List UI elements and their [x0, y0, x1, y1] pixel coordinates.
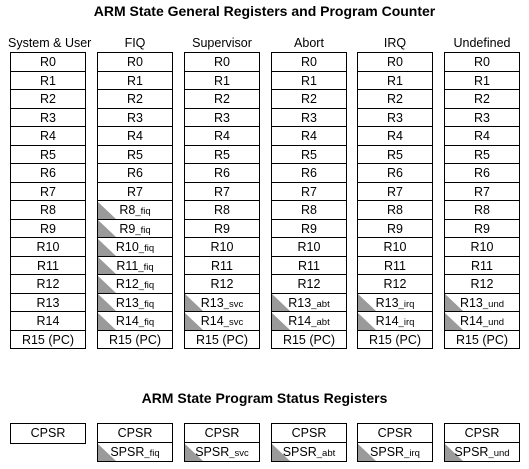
banked-marker-icon — [358, 294, 376, 311]
register-cell — [11, 201, 85, 220]
register-cell — [445, 201, 519, 220]
register-label: R0 — [40, 55, 56, 69]
register-label: R10_fiq — [115, 240, 155, 254]
register-cell — [11, 109, 85, 128]
mode-header: Supervisor — [192, 36, 252, 50]
register-cell — [445, 275, 519, 294]
register-label: R2 — [387, 92, 403, 106]
register-label: R12 — [210, 277, 234, 291]
register-label: R10 — [297, 240, 321, 254]
psr-label: CPSR — [204, 426, 240, 440]
register-cell — [185, 90, 259, 109]
register-label: R4 — [127, 129, 143, 143]
register-cell — [445, 164, 519, 183]
register-cell — [11, 331, 85, 350]
register-label: R5 — [474, 147, 490, 162]
register-label: R11 — [210, 258, 233, 273]
status-registers-title: ARM State Program Status Registers — [141, 390, 388, 406]
register-label: R6 — [214, 166, 230, 180]
psr-label: SPSR_fiq — [110, 444, 160, 459]
register-cell — [11, 53, 85, 72]
register-cell — [98, 164, 172, 183]
register-cell — [98, 90, 172, 109]
register-label: R0 — [127, 55, 143, 69]
banked-marker-icon — [98, 202, 116, 219]
register-label: R11 — [297, 258, 320, 273]
banked-marker-icon — [98, 257, 116, 274]
register-label: R12 — [36, 277, 60, 291]
register-label: R14_und — [459, 314, 505, 328]
psr-label: CPSR — [117, 426, 153, 440]
register-label: R3 — [127, 110, 143, 125]
register-cell — [98, 331, 172, 350]
register-label: R15 (PC) — [455, 332, 509, 347]
register-cell — [11, 312, 85, 331]
register-suffix: _fiq — [135, 224, 151, 236]
register-label: R3 — [214, 110, 230, 125]
register-cell — [11, 127, 85, 146]
register-cell — [272, 90, 346, 109]
psr-label: CPSR — [30, 426, 66, 440]
register-cell — [11, 164, 85, 183]
register-cell — [185, 312, 259, 331]
register-label: R6 — [474, 166, 490, 180]
register-label: R1 — [40, 73, 56, 88]
register-cell — [272, 183, 346, 202]
register-cell — [11, 294, 85, 313]
register-label: R0 — [214, 55, 230, 69]
register-label: R1 — [127, 73, 143, 88]
register-cell — [445, 109, 519, 128]
register-cell — [11, 238, 85, 257]
register-cell — [11, 275, 85, 294]
register-cell — [185, 331, 259, 350]
register-cell — [358, 72, 432, 91]
register-column — [184, 52, 260, 349]
register-cell — [358, 257, 432, 276]
register-suffix: _fiq — [138, 317, 155, 328]
register-cell — [445, 294, 519, 313]
register-label: R9 — [474, 221, 490, 236]
register-label: R7 — [214, 184, 230, 199]
banked-marker-icon — [358, 313, 376, 330]
register-label: R3 — [40, 110, 56, 125]
psr-cell — [98, 443, 172, 462]
register-cell — [358, 294, 432, 313]
register-cell — [445, 90, 519, 109]
register-cell — [445, 127, 519, 146]
register-suffix: _abt — [311, 317, 330, 328]
register-label: R14_fiq — [115, 314, 155, 328]
psr-label: SPSR_svc — [195, 444, 249, 459]
register-cell — [358, 164, 432, 183]
register-cell — [272, 257, 346, 276]
register-cell — [358, 331, 432, 350]
register-label: R2 — [127, 92, 143, 106]
mode-header: System & User — [8, 36, 92, 50]
register-label: R11 — [383, 258, 406, 273]
psr-cell — [272, 424, 346, 443]
register-label: R11 — [36, 258, 59, 273]
register-cell — [185, 275, 259, 294]
register-label: R10 — [383, 240, 407, 254]
register-label: R13_und — [459, 295, 505, 310]
register-cell — [272, 72, 346, 91]
psr-cell — [98, 424, 172, 443]
psr-column — [271, 423, 347, 462]
register-cell — [98, 275, 172, 294]
register-label: R6 — [40, 166, 56, 180]
register-label: R2 — [214, 92, 230, 106]
register-label: R4 — [301, 129, 317, 143]
register-label: R15 (PC) — [195, 332, 249, 347]
psr-suffix: _fiq — [144, 447, 160, 459]
register-label: R7 — [474, 184, 490, 199]
register-cell — [185, 146, 259, 165]
banked-marker-icon — [98, 276, 116, 293]
register-label: R12 — [470, 277, 494, 291]
register-cell — [98, 312, 172, 331]
mode-header: Abort — [294, 36, 324, 50]
register-label: R1 — [214, 73, 230, 88]
psr-suffix: _abt — [316, 447, 336, 459]
psr-cell — [185, 424, 259, 443]
psr-label: SPSR_abt — [282, 444, 336, 459]
register-suffix: _und — [482, 317, 505, 328]
register-cell — [185, 109, 259, 128]
register-label: R8 — [301, 203, 317, 217]
register-cell — [445, 257, 519, 276]
register-cell — [272, 312, 346, 331]
register-label: R6 — [301, 166, 317, 180]
register-cell — [185, 127, 259, 146]
register-cell — [98, 146, 172, 165]
register-cell — [272, 127, 346, 146]
register-label: R8 — [214, 203, 230, 217]
register-label: R1 — [474, 73, 490, 88]
psr-cell — [185, 443, 259, 462]
psr-label: CPSR — [377, 426, 413, 440]
register-cell — [272, 331, 346, 350]
register-cell — [358, 183, 432, 202]
register-cell — [358, 275, 432, 294]
register-label: R8_fiq — [119, 203, 151, 217]
register-label: R7 — [127, 184, 143, 199]
psr-cell — [358, 443, 432, 462]
register-cell — [185, 294, 259, 313]
register-suffix: _fiq — [138, 298, 155, 310]
register-label: R1 — [387, 73, 403, 88]
register-label: R9 — [301, 221, 317, 236]
register-cell — [272, 164, 346, 183]
register-cell — [445, 238, 519, 257]
register-label: R5 — [127, 147, 143, 162]
register-cell — [98, 201, 172, 220]
register-label: R8 — [40, 203, 56, 217]
register-cell — [272, 146, 346, 165]
psr-column — [184, 423, 260, 462]
register-label: R11 — [470, 258, 493, 273]
register-label: R9 — [214, 221, 230, 236]
psr-column — [10, 423, 86, 444]
register-label: R2 — [40, 92, 56, 106]
register-label: R7 — [301, 184, 317, 199]
register-cell — [358, 201, 432, 220]
register-label: R14 — [36, 314, 60, 328]
register-column — [271, 52, 347, 349]
register-cell — [272, 275, 346, 294]
register-cell — [185, 220, 259, 239]
register-suffix: _irq — [398, 317, 415, 328]
register-cell — [11, 90, 85, 109]
psr-suffix: _irq — [404, 447, 420, 459]
psr-label: CPSR — [291, 426, 327, 440]
psr-suffix: _svc — [229, 447, 249, 459]
register-label: R4 — [214, 129, 230, 143]
register-cell — [11, 72, 85, 91]
register-suffix: _fiq — [135, 206, 151, 217]
register-suffix: _abt — [311, 298, 330, 310]
register-cell — [11, 220, 85, 239]
register-cell — [445, 331, 519, 350]
register-label: R0 — [387, 55, 403, 69]
register-label: R3 — [301, 110, 317, 125]
register-label: R1 — [301, 73, 317, 88]
register-label: R2 — [301, 92, 317, 106]
register-cell — [185, 72, 259, 91]
register-cell — [98, 183, 172, 202]
register-label: R2 — [474, 92, 490, 106]
psr-suffix: _und — [488, 447, 510, 459]
register-label: R7 — [387, 184, 403, 199]
register-cell — [185, 53, 259, 72]
register-cell — [11, 257, 85, 276]
register-label: R5 — [40, 147, 56, 162]
psr-cell — [445, 443, 519, 462]
register-label: R0 — [474, 55, 490, 69]
register-cell — [358, 146, 432, 165]
register-cell — [98, 257, 172, 276]
banked-marker-icon — [98, 239, 116, 256]
register-cell — [445, 183, 519, 202]
register-suffix: _fiq — [138, 280, 155, 291]
register-label: R15 (PC) — [21, 332, 75, 347]
register-cell — [445, 72, 519, 91]
register-label: R15 (PC) — [282, 332, 336, 347]
register-cell — [272, 201, 346, 220]
register-cell — [98, 109, 172, 128]
register-column — [10, 52, 86, 349]
register-cell — [358, 238, 432, 257]
psr-cell — [272, 443, 346, 462]
register-suffix: _fiq — [138, 243, 155, 254]
register-label: R13_abt — [288, 295, 330, 310]
register-suffix: _und — [482, 298, 505, 310]
register-cell — [358, 220, 432, 239]
register-label: R13 — [36, 295, 60, 310]
psr-column — [444, 423, 520, 462]
register-cell — [358, 127, 432, 146]
register-cell — [98, 220, 172, 239]
register-label: R8 — [474, 203, 490, 217]
register-label: R10 — [210, 240, 234, 254]
register-cell — [185, 183, 259, 202]
register-cell — [185, 164, 259, 183]
register-label: R11_fiq — [116, 258, 154, 273]
register-label: R13_fiq — [115, 295, 155, 310]
register-label: R12_fiq — [115, 277, 155, 291]
register-cell — [98, 53, 172, 72]
register-label: R4 — [474, 129, 490, 143]
register-suffix: _svc — [223, 317, 244, 328]
banked-marker-icon — [98, 294, 116, 311]
register-cell — [185, 201, 259, 220]
register-label: R15 (PC) — [368, 332, 422, 347]
register-cell — [272, 294, 346, 313]
mode-header: IRQ — [383, 36, 407, 50]
register-cell — [358, 53, 432, 72]
register-cell — [185, 257, 259, 276]
psr-cell — [11, 424, 85, 443]
register-suffix: _irq — [398, 298, 415, 310]
register-label: R5 — [387, 147, 403, 162]
register-cell — [272, 109, 346, 128]
register-label: R14_svc — [200, 314, 244, 328]
register-cell — [98, 238, 172, 257]
register-label: R10 — [470, 240, 494, 254]
register-label: R5 — [301, 147, 317, 162]
register-label: R12 — [383, 277, 407, 291]
psr-column — [97, 423, 173, 462]
register-column — [97, 52, 173, 349]
register-label: R3 — [387, 110, 403, 125]
register-cell — [445, 312, 519, 331]
register-cell — [11, 146, 85, 165]
register-suffix: _svc — [223, 298, 244, 310]
banked-marker-icon — [98, 220, 116, 237]
register-cell — [98, 72, 172, 91]
register-cell — [185, 238, 259, 257]
register-label: R8 — [387, 203, 403, 217]
register-label: R9 — [40, 221, 56, 236]
register-label: R7 — [40, 184, 56, 199]
register-label: R5 — [214, 147, 230, 162]
psr-column — [357, 423, 433, 462]
register-label: R10 — [36, 240, 60, 254]
register-label: R0 — [301, 55, 317, 69]
psr-cell — [445, 424, 519, 443]
register-label: R6 — [387, 166, 403, 180]
register-label: R12 — [297, 277, 321, 291]
register-label: R3 — [474, 110, 490, 125]
register-cell — [272, 53, 346, 72]
register-label: R13_irq — [375, 295, 415, 310]
psr-cell — [358, 424, 432, 443]
register-label: R4 — [40, 129, 56, 143]
register-cell — [358, 109, 432, 128]
register-cell — [272, 238, 346, 257]
register-label: R15 (PC) — [108, 332, 162, 347]
register-cell — [98, 294, 172, 313]
mode-header: Undefined — [453, 36, 511, 50]
register-label: R4 — [387, 129, 403, 143]
register-label: R14_abt — [288, 314, 330, 328]
register-cell — [11, 183, 85, 202]
register-label: R14_irq — [375, 314, 415, 328]
register-column — [357, 52, 433, 349]
psr-label: SPSR_irq — [370, 444, 420, 459]
register-cell — [445, 220, 519, 239]
register-label: R9 — [387, 221, 403, 236]
register-cell — [358, 90, 432, 109]
register-label: R13_svc — [200, 295, 244, 310]
register-cell — [358, 312, 432, 331]
general-registers-title: ARM State General Registers and Program Counter — [93, 3, 436, 19]
register-column — [444, 52, 520, 349]
register-cell — [445, 53, 519, 72]
register-suffix: _fiq — [138, 261, 154, 273]
mode-header: FIQ — [124, 36, 146, 50]
psr-label: SPSR_und — [454, 444, 510, 459]
psr-label: CPSR — [464, 426, 500, 440]
banked-marker-icon — [98, 313, 116, 330]
register-cell — [445, 146, 519, 165]
register-label: R6 — [127, 166, 143, 180]
register-cell — [98, 127, 172, 146]
register-label: R9_fiq — [119, 221, 151, 236]
register-cell — [272, 220, 346, 239]
